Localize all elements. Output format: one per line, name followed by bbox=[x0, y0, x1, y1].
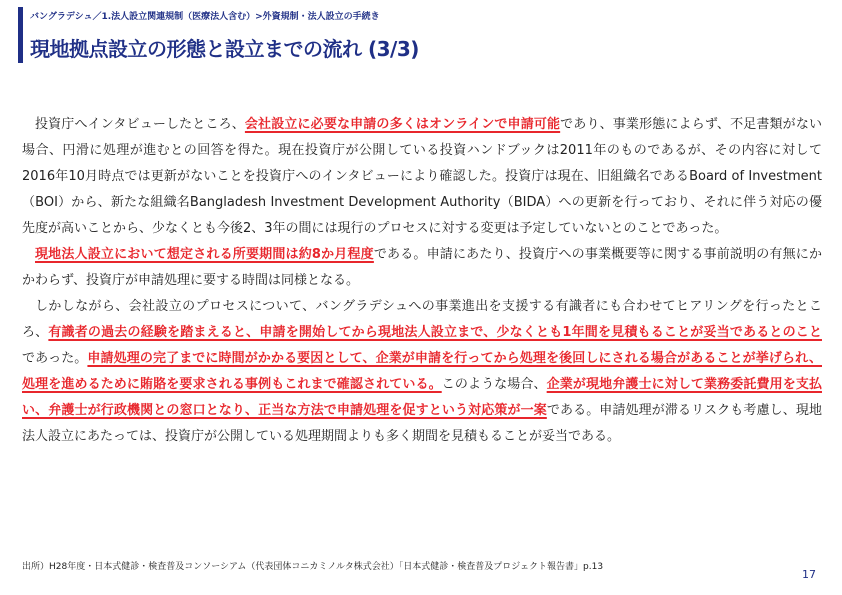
paragraph bbox=[22, 112, 822, 242]
paragraph bbox=[22, 242, 822, 294]
highlighted-text: 企業が現地弁護士に対して業務委託費用を支払い、弁護士が行政機関との窓口となり、正当な方法で申請処理を促すという対応策が一案 bbox=[22, 377, 822, 418]
body-text bbox=[22, 112, 822, 450]
source-citation: 出所）H28年度・日本式健診・検査普及コンソーシアム（代表団体コニカミノルタ株式会社）「日本式健診・検査普及プロジェクト報告書」p.13 bbox=[22, 562, 604, 572]
highlighted-text: 有識者の過去の経験を踏まえると、申請を開始してから現地法人設立まで、少なくとも1年間を見積もることが妥当であるとのこと bbox=[48, 325, 822, 340]
page-number: 17 bbox=[802, 568, 816, 581]
paragraph bbox=[22, 294, 822, 450]
title-accent-bar bbox=[18, 7, 23, 63]
text-run: このような場合、 bbox=[441, 377, 547, 392]
highlighted-text: 申請処理の完了までに時間がかかる要因として、企業が申請を行ってから処理を後回しにされる場合があることが挙げられ、処理を進めるために賄賂を要求される事例もこれまで確認されている。 bbox=[22, 351, 822, 392]
highlighted-text: 現地法人設立において想定される所要期間は約8か月程度 bbox=[35, 247, 374, 262]
text-run: である。申請処理が滞るリスクも考慮し、現地法人設立にあたっては、投資庁が公開している処理期間よりも多く期間を見積もることが妥当である。 bbox=[22, 403, 822, 444]
highlighted-text: 会社設立に必要な申請の多くはオンラインで申請可能 bbox=[244, 117, 561, 132]
text-run: である。申請にあたり、投資庁への事業概要等に関する事前説明の有無にかかわらず、投資庁が申請処理に要する時間は同様となる。 bbox=[22, 247, 822, 288]
text-run: 投資庁へインタビューしたところ、 bbox=[35, 117, 245, 132]
text-run: しかしながら、会社設立のプロセスについて、バングラデシュへの事業進出を支援する有識者にも合わせてヒアリングを行ったところ、 bbox=[22, 299, 822, 340]
text-run: であった。 bbox=[22, 351, 88, 366]
page-title: 現地拠点設立の形態と設立までの流れ (3/3) bbox=[30, 37, 419, 61]
breadcrumb: バングラデシュ／1.法人設立関連規制（医療法人含む）>外資規制・法人設立の手続き bbox=[30, 12, 380, 22]
text-run: であり、事業形態によらず、不足書類がない場合、円滑に処理が進むとの回答を得た。現在投資庁が公開している投資ハンドブックは2011年のものであるが、その内容に対して2016年10月時点では更新がないことを投資庁へのインタビューにより確認した。投資庁は現在、旧組織名であるBoard of Investment（BOI）から、新たな組織名Bangladesh Investment Development Authority（BIDA）への更新を行っており、それに伴う対応の優先度が高いことから、少なくとも今後2、3年の間には現行のプロセスに対する変更は予定していないとのことであった。 bbox=[22, 117, 822, 236]
